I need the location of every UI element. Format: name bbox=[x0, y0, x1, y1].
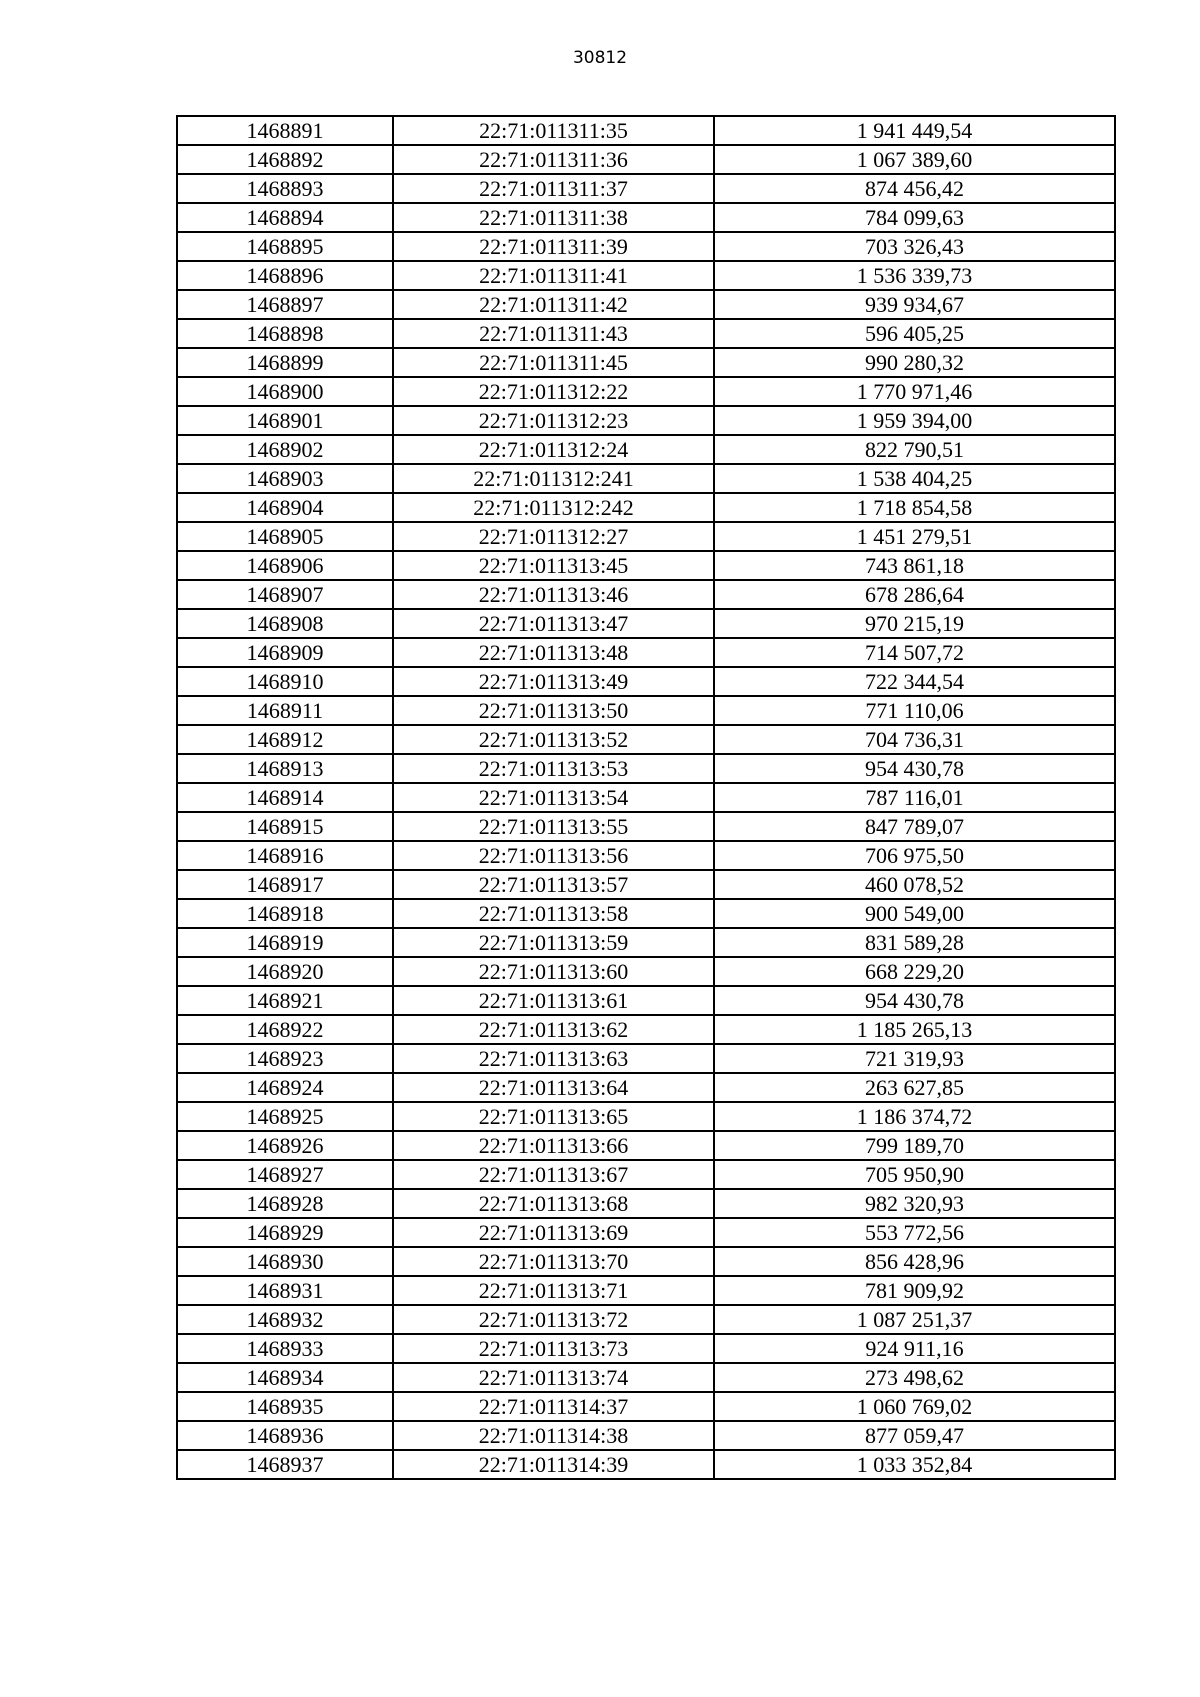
cadastral-number-cell: 22:71:011311:35 bbox=[393, 116, 714, 145]
record-number-cell: 1468919 bbox=[177, 928, 393, 957]
record-number-cell: 1468899 bbox=[177, 348, 393, 377]
value-cell: 1 941 449,54 bbox=[714, 116, 1115, 145]
table-row bbox=[177, 841, 1115, 870]
value-cell: 596 405,25 bbox=[714, 319, 1115, 348]
table-row bbox=[177, 1073, 1115, 1102]
record-number-cell: 1468925 bbox=[177, 1102, 393, 1131]
record-number-cell: 1468917 bbox=[177, 870, 393, 899]
record-number-cell: 1468900 bbox=[177, 377, 393, 406]
record-number-cell: 1468910 bbox=[177, 667, 393, 696]
record-number-cell: 1468891 bbox=[177, 116, 393, 145]
value-cell: 856 428,96 bbox=[714, 1247, 1115, 1276]
record-number-cell: 1468906 bbox=[177, 551, 393, 580]
cadastral-number-cell: 22:71:011311:39 bbox=[393, 232, 714, 261]
table-row bbox=[177, 145, 1115, 174]
record-number-cell: 1468905 bbox=[177, 522, 393, 551]
cadastral-number-cell: 22:71:011314:38 bbox=[393, 1421, 714, 1450]
table-row bbox=[177, 928, 1115, 957]
cadastral-number-cell: 22:71:011313:45 bbox=[393, 551, 714, 580]
cadastral-number-cell: 22:71:011313:69 bbox=[393, 1218, 714, 1247]
cadastral-number-cell: 22:71:011313:73 bbox=[393, 1334, 714, 1363]
cadastral-number-cell: 22:71:011311:42 bbox=[393, 290, 714, 319]
value-cell: 1 185 265,13 bbox=[714, 1015, 1115, 1044]
record-number-cell: 1468903 bbox=[177, 464, 393, 493]
value-cell: 799 189,70 bbox=[714, 1131, 1115, 1160]
table-row bbox=[177, 667, 1115, 696]
cadastral-number-cell: 22:71:011313:59 bbox=[393, 928, 714, 957]
record-number-cell: 1468937 bbox=[177, 1450, 393, 1479]
table-row bbox=[177, 377, 1115, 406]
table-row bbox=[177, 1450, 1115, 1479]
cadastral-number-cell: 22:71:011311:41 bbox=[393, 261, 714, 290]
cadastral-number-cell: 22:71:011313:48 bbox=[393, 638, 714, 667]
table-row bbox=[177, 899, 1115, 928]
record-number-cell: 1468931 bbox=[177, 1276, 393, 1305]
cadastral-number-cell: 22:71:011311:37 bbox=[393, 174, 714, 203]
table-row bbox=[177, 1218, 1115, 1247]
cadastral-number-cell: 22:71:011312:241 bbox=[393, 464, 714, 493]
record-number-cell: 1468933 bbox=[177, 1334, 393, 1363]
table-row bbox=[177, 435, 1115, 464]
cadastral-number-cell: 22:71:011314:37 bbox=[393, 1392, 714, 1421]
record-number-cell: 1468914 bbox=[177, 783, 393, 812]
value-cell: 706 975,50 bbox=[714, 841, 1115, 870]
record-number-cell: 1468916 bbox=[177, 841, 393, 870]
record-number-cell: 1468892 bbox=[177, 145, 393, 174]
table-row bbox=[177, 174, 1115, 203]
table-row bbox=[177, 812, 1115, 841]
record-number-cell: 1468918 bbox=[177, 899, 393, 928]
table-body bbox=[177, 116, 1115, 1479]
cadastral-number-cell: 22:71:011313:66 bbox=[393, 1131, 714, 1160]
value-cell: 982 320,93 bbox=[714, 1189, 1115, 1218]
record-number-cell: 1468915 bbox=[177, 812, 393, 841]
cadastral-number-cell: 22:71:011313:67 bbox=[393, 1160, 714, 1189]
value-cell: 1 067 389,60 bbox=[714, 145, 1115, 174]
value-cell: 781 909,92 bbox=[714, 1276, 1115, 1305]
value-cell: 954 430,78 bbox=[714, 754, 1115, 783]
table-row bbox=[177, 1363, 1115, 1392]
record-number-cell: 1468936 bbox=[177, 1421, 393, 1450]
record-number-cell: 1468896 bbox=[177, 261, 393, 290]
cadastral-number-cell: 22:71:011313:65 bbox=[393, 1102, 714, 1131]
table-row bbox=[177, 580, 1115, 609]
record-number-cell: 1468930 bbox=[177, 1247, 393, 1276]
value-cell: 721 319,93 bbox=[714, 1044, 1115, 1073]
table-row bbox=[177, 609, 1115, 638]
value-cell: 831 589,28 bbox=[714, 928, 1115, 957]
record-number-cell: 1468934 bbox=[177, 1363, 393, 1392]
record-number-cell: 1468928 bbox=[177, 1189, 393, 1218]
cadastral-number-cell: 22:71:011313:68 bbox=[393, 1189, 714, 1218]
record-number-cell: 1468923 bbox=[177, 1044, 393, 1073]
table-row bbox=[177, 1247, 1115, 1276]
cadastral-number-cell: 22:71:011312:23 bbox=[393, 406, 714, 435]
record-number-cell: 1468907 bbox=[177, 580, 393, 609]
table-row bbox=[177, 290, 1115, 319]
table-row bbox=[177, 348, 1115, 377]
table-row bbox=[177, 1015, 1115, 1044]
cadastral-number-cell: 22:71:011311:45 bbox=[393, 348, 714, 377]
table-row bbox=[177, 754, 1115, 783]
value-cell: 1 451 279,51 bbox=[714, 522, 1115, 551]
table-row bbox=[177, 1276, 1115, 1305]
cadastral-number-cell: 22:71:011313:52 bbox=[393, 725, 714, 754]
table-row bbox=[177, 1160, 1115, 1189]
table-row bbox=[177, 1421, 1115, 1450]
record-number-cell: 1468929 bbox=[177, 1218, 393, 1247]
record-number-cell: 1468932 bbox=[177, 1305, 393, 1334]
value-cell: 847 789,07 bbox=[714, 812, 1115, 841]
record-number-cell: 1468911 bbox=[177, 696, 393, 725]
table-row bbox=[177, 261, 1115, 290]
record-number-cell: 1468912 bbox=[177, 725, 393, 754]
cadastral-number-cell: 22:71:011313:72 bbox=[393, 1305, 714, 1334]
table-row bbox=[177, 493, 1115, 522]
table-row bbox=[177, 1392, 1115, 1421]
cadastral-number-cell: 22:71:011313:47 bbox=[393, 609, 714, 638]
table-row bbox=[177, 319, 1115, 348]
value-cell: 1 087 251,37 bbox=[714, 1305, 1115, 1334]
value-cell: 990 280,32 bbox=[714, 348, 1115, 377]
cadastral-number-cell: 22:71:011313:61 bbox=[393, 986, 714, 1015]
cadastral-number-cell: 22:71:011311:36 bbox=[393, 145, 714, 174]
cadastral-number-cell: 22:71:011313:62 bbox=[393, 1015, 714, 1044]
value-cell: 970 215,19 bbox=[714, 609, 1115, 638]
value-cell: 939 934,67 bbox=[714, 290, 1115, 319]
record-number-cell: 1468901 bbox=[177, 406, 393, 435]
value-cell: 743 861,18 bbox=[714, 551, 1115, 580]
table-row bbox=[177, 957, 1115, 986]
record-number-cell: 1468894 bbox=[177, 203, 393, 232]
value-cell: 1 186 374,72 bbox=[714, 1102, 1115, 1131]
cadastral-number-cell: 22:71:011313:71 bbox=[393, 1276, 714, 1305]
value-cell: 1 538 404,25 bbox=[714, 464, 1115, 493]
cadastral-number-cell: 22:71:011311:38 bbox=[393, 203, 714, 232]
cadastral-number-cell: 22:71:011312:242 bbox=[393, 493, 714, 522]
table-row bbox=[177, 406, 1115, 435]
value-cell: 1 959 394,00 bbox=[714, 406, 1115, 435]
table-row bbox=[177, 783, 1115, 812]
table-row bbox=[177, 1189, 1115, 1218]
value-cell: 822 790,51 bbox=[714, 435, 1115, 464]
value-cell: 877 059,47 bbox=[714, 1421, 1115, 1450]
cadastral-number-cell: 22:71:011313:56 bbox=[393, 841, 714, 870]
value-cell: 1 033 352,84 bbox=[714, 1450, 1115, 1479]
table-row bbox=[177, 551, 1115, 580]
value-cell: 263 627,85 bbox=[714, 1073, 1115, 1102]
table-row bbox=[177, 522, 1115, 551]
value-cell: 273 498,62 bbox=[714, 1363, 1115, 1392]
value-cell: 714 507,72 bbox=[714, 638, 1115, 667]
cadastral-number-cell: 22:71:011313:50 bbox=[393, 696, 714, 725]
record-number-cell: 1468926 bbox=[177, 1131, 393, 1160]
record-number-cell: 1468935 bbox=[177, 1392, 393, 1421]
cadastral-number-cell: 22:71:011313:70 bbox=[393, 1247, 714, 1276]
table-row bbox=[177, 1044, 1115, 1073]
table-row bbox=[177, 203, 1115, 232]
record-number-cell: 1468893 bbox=[177, 174, 393, 203]
table-row bbox=[177, 116, 1115, 145]
value-cell: 1 718 854,58 bbox=[714, 493, 1115, 522]
cadastral-number-cell: 22:71:011313:54 bbox=[393, 783, 714, 812]
table-row bbox=[177, 696, 1115, 725]
cadastral-number-cell: 22:71:011313:53 bbox=[393, 754, 714, 783]
table-row bbox=[177, 1102, 1115, 1131]
cadastral-number-cell: 22:71:011313:57 bbox=[393, 870, 714, 899]
record-number-cell: 1468921 bbox=[177, 986, 393, 1015]
record-number-cell: 1468909 bbox=[177, 638, 393, 667]
value-cell: 1 060 769,02 bbox=[714, 1392, 1115, 1421]
cadastral-number-cell: 22:71:011313:49 bbox=[393, 667, 714, 696]
record-number-cell: 1468895 bbox=[177, 232, 393, 261]
record-number-cell: 1468913 bbox=[177, 754, 393, 783]
record-number-cell: 1468924 bbox=[177, 1073, 393, 1102]
table-row bbox=[177, 725, 1115, 754]
value-cell: 1 770 971,46 bbox=[714, 377, 1115, 406]
value-cell: 1 536 339,73 bbox=[714, 261, 1115, 290]
record-number-cell: 1468927 bbox=[177, 1160, 393, 1189]
value-cell: 704 736,31 bbox=[714, 725, 1115, 754]
value-cell: 954 430,78 bbox=[714, 986, 1115, 1015]
cadastral-number-cell: 22:71:011313:60 bbox=[393, 957, 714, 986]
cadastral-number-cell: 22:71:011313:74 bbox=[393, 1363, 714, 1392]
record-number-cell: 1468904 bbox=[177, 493, 393, 522]
table-row bbox=[177, 1305, 1115, 1334]
cadastral-number-cell: 22:71:011312:24 bbox=[393, 435, 714, 464]
record-number-cell: 1468898 bbox=[177, 319, 393, 348]
cadastral-number-cell: 22:71:011314:39 bbox=[393, 1450, 714, 1479]
table-row bbox=[177, 638, 1115, 667]
record-number-cell: 1468897 bbox=[177, 290, 393, 319]
value-cell: 874 456,42 bbox=[714, 174, 1115, 203]
record-number-cell: 1468902 bbox=[177, 435, 393, 464]
table-row bbox=[177, 464, 1115, 493]
value-cell: 678 286,64 bbox=[714, 580, 1115, 609]
page-number: 30812 bbox=[572, 48, 628, 68]
table-row bbox=[177, 1334, 1115, 1363]
value-cell: 705 950,90 bbox=[714, 1160, 1115, 1189]
value-cell: 553 772,56 bbox=[714, 1218, 1115, 1247]
table-row bbox=[177, 1131, 1115, 1160]
table-row bbox=[177, 232, 1115, 261]
data-table bbox=[176, 115, 1116, 1480]
cadastral-number-cell: 22:71:011313:63 bbox=[393, 1044, 714, 1073]
cadastral-number-cell: 22:71:011311:43 bbox=[393, 319, 714, 348]
value-cell: 668 229,20 bbox=[714, 957, 1115, 986]
cadastral-number-cell: 22:71:011313:46 bbox=[393, 580, 714, 609]
record-number-cell: 1468922 bbox=[177, 1015, 393, 1044]
table-row bbox=[177, 986, 1115, 1015]
record-number-cell: 1468908 bbox=[177, 609, 393, 638]
value-cell: 703 326,43 bbox=[714, 232, 1115, 261]
record-number-cell: 1468920 bbox=[177, 957, 393, 986]
cadastral-number-cell: 22:71:011312:22 bbox=[393, 377, 714, 406]
cadastral-number-cell: 22:71:011312:27 bbox=[393, 522, 714, 551]
value-cell: 460 078,52 bbox=[714, 870, 1115, 899]
cadastral-number-cell: 22:71:011313:64 bbox=[393, 1073, 714, 1102]
value-cell: 722 344,54 bbox=[714, 667, 1115, 696]
value-cell: 771 110,06 bbox=[714, 696, 1115, 725]
value-cell: 787 116,01 bbox=[714, 783, 1115, 812]
cadastral-number-cell: 22:71:011313:55 bbox=[393, 812, 714, 841]
table-row bbox=[177, 870, 1115, 899]
value-cell: 924 911,16 bbox=[714, 1334, 1115, 1363]
cadastral-number-cell: 22:71:011313:58 bbox=[393, 899, 714, 928]
value-cell: 900 549,00 bbox=[714, 899, 1115, 928]
value-cell: 784 099,63 bbox=[714, 203, 1115, 232]
